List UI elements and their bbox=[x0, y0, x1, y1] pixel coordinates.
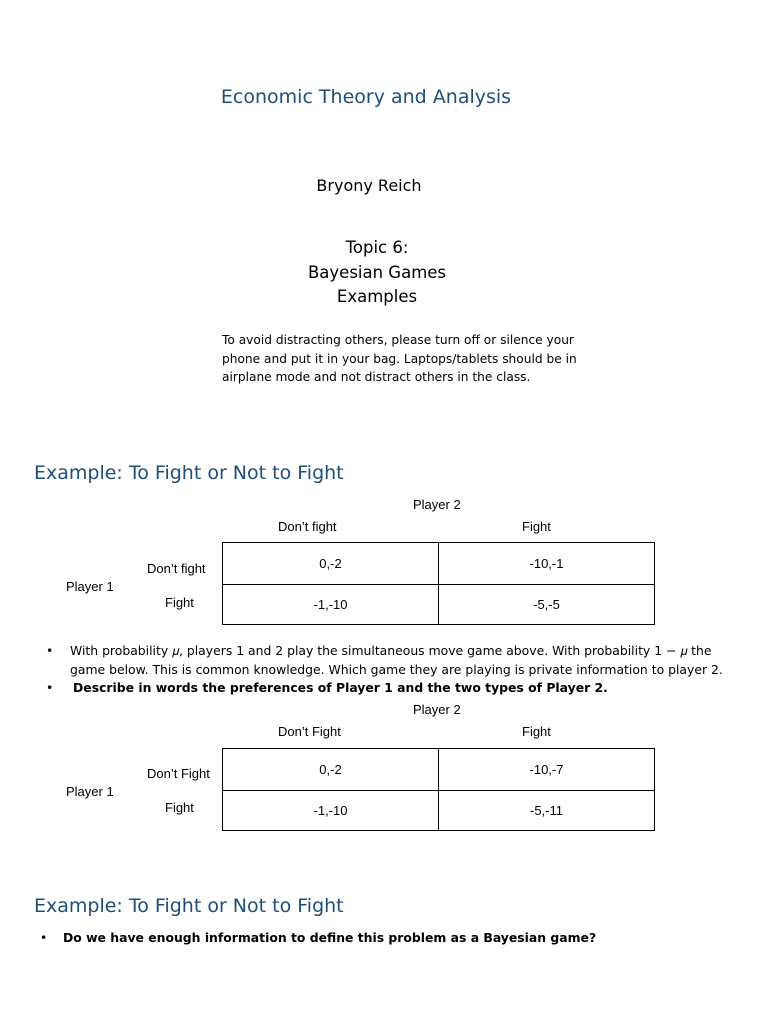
column-header-dont-fight: Don’t fight bbox=[278, 519, 337, 534]
matrix-row bbox=[223, 791, 655, 831]
row-header-dont-fight: Don’t fight bbox=[147, 561, 206, 576]
bullet-dot: • bbox=[46, 643, 54, 658]
notice-line: To avoid distracting others, please turn off or silence your bbox=[222, 333, 574, 347]
column-player-label: Player 2 bbox=[413, 702, 461, 717]
notice-line: airplane mode and not distract others in the class. bbox=[222, 370, 531, 384]
bullet-line: With probability 𝜇, players 1 and 2 play the simultaneous move game above. With probability 1 − 𝜇 the bbox=[70, 643, 712, 658]
notice-line: phone and put it in your bag. Laptops/tablets should be in bbox=[222, 351, 577, 366]
bullet-line: game below. This is common knowledge. Which game they are playing is private information to player 2. bbox=[70, 661, 723, 677]
column-header-fight: Fight bbox=[522, 519, 551, 534]
payoff-cell: -10,-7 bbox=[439, 749, 655, 791]
column-header-dont-fight: Don’t Fight bbox=[278, 724, 341, 739]
column-header-fight: Fight bbox=[522, 724, 551, 739]
matrix-row bbox=[223, 543, 655, 585]
payoff-cell: -10,-1 bbox=[439, 543, 655, 585]
bullet-list bbox=[46, 642, 736, 698]
deck-title: Economic Theory and Analysis bbox=[220, 86, 512, 108]
topic-line-3: Examples bbox=[336, 287, 418, 306]
row-header-fight: Fight bbox=[165, 595, 194, 610]
bullet-item bbox=[46, 642, 736, 679]
bullet-item bbox=[46, 679, 736, 698]
row-player-label: Player 1 bbox=[66, 579, 114, 594]
payoff-cell: -1,-10 bbox=[223, 585, 439, 625]
matrix-row bbox=[223, 585, 655, 625]
section-title: Example: To Fight or Not to Fight bbox=[34, 462, 344, 484]
payoff-cell: 0,-2 bbox=[223, 543, 439, 585]
author-name: Bryony Reich bbox=[316, 176, 422, 195]
payoff-cell: -1,-10 bbox=[223, 791, 439, 831]
matrix-row bbox=[223, 749, 655, 791]
payoff-matrix-game-2 bbox=[222, 748, 655, 831]
payoff-cell: -5,-5 bbox=[439, 585, 655, 625]
topic-line-1: Topic 6: bbox=[345, 238, 409, 257]
payoff-cell: 0,-2 bbox=[223, 749, 439, 791]
bullet-line: Describe in words the preferences of Player 1 and the two types of Player 2. bbox=[73, 680, 608, 695]
bullet-line: Do we have enough information to define this problem as a Bayesian game? bbox=[63, 930, 597, 945]
row-header-dont-fight: Don’t Fight bbox=[147, 766, 210, 781]
row-header-fight: Fight bbox=[165, 800, 194, 815]
classroom-notice bbox=[222, 331, 582, 387]
payoff-cell: -5,-11 bbox=[439, 791, 655, 831]
bullet-dot: • bbox=[40, 930, 48, 945]
section-title: Example: To Fight or Not to Fight bbox=[34, 895, 344, 917]
payoff-matrix-game-1 bbox=[222, 542, 655, 625]
bullet-dot: • bbox=[46, 680, 54, 695]
row-player-label: Player 1 bbox=[66, 784, 114, 799]
topic-line-2: Bayesian Games bbox=[307, 262, 447, 282]
column-player-label: Player 2 bbox=[413, 497, 461, 512]
bullet-item bbox=[40, 929, 730, 948]
bullet-list bbox=[40, 929, 730, 948]
